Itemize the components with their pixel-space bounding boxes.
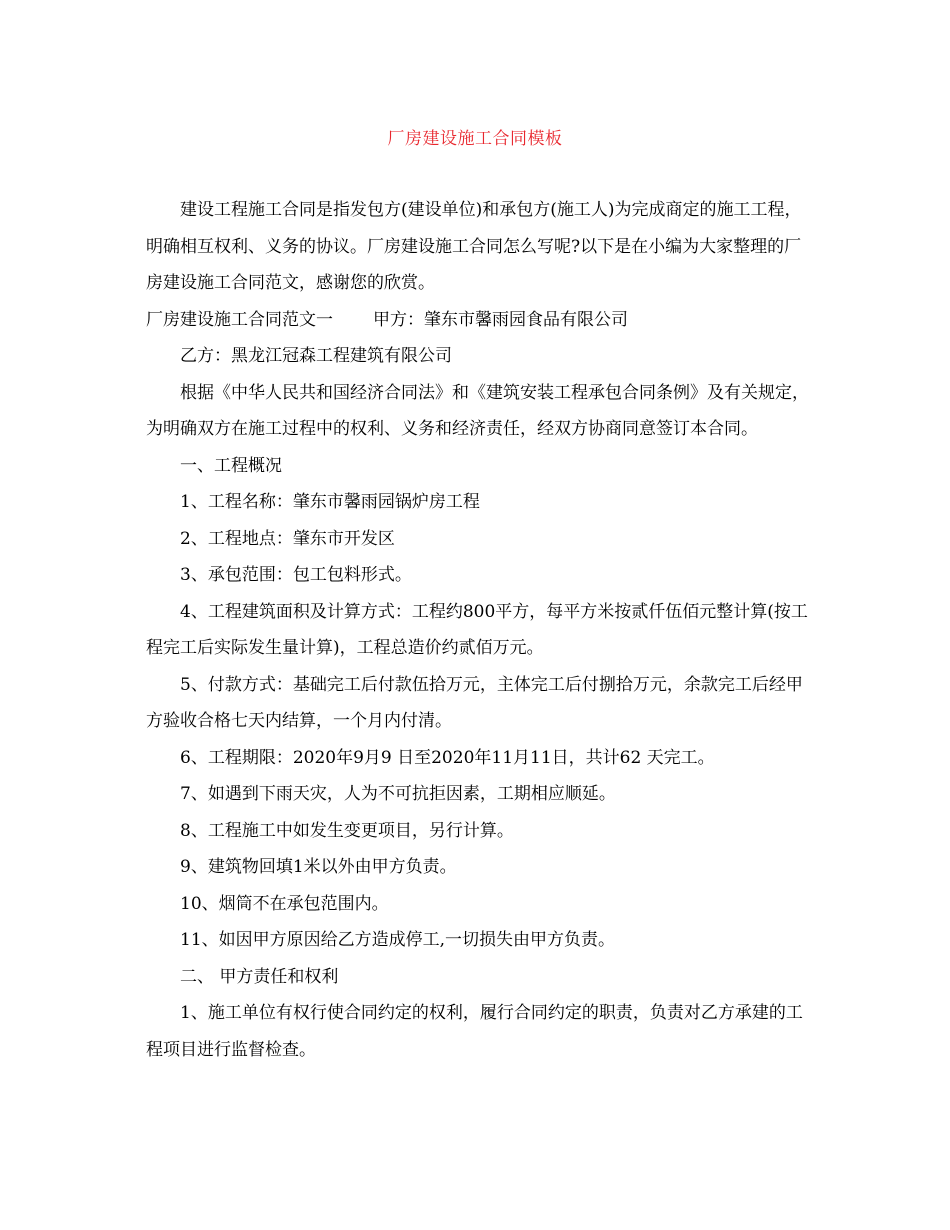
list-item: 7、如遇到下雨天灾，人为不可抗拒因素，工期相应顺延。 <box>180 784 616 804</box>
list-item: 5、付款方式：基础完工后付款伍拾万元，主体完工后付捌拾万元，余款完工后经甲方验收合格七天内结算，一个月内付清。 <box>146 674 803 731</box>
list-item: 6、工程期限：2020年9月9 日至2020年11月11日，共计62 天完工。 <box>180 747 715 768</box>
list-item: 10、烟筒不在承包范围内。 <box>180 893 389 914</box>
list-item: 3、承包范围：包工包料形式。 <box>180 565 412 585</box>
sample-heading: 厂房建设施工合同范文一 <box>146 309 333 330</box>
intro-paragraph: 建设工程施工合同是指发包方(建设单位)和承包方(施工人)为完成商定的施工工程，明确相互权利、义务的协议。厂房建设施工合同怎么写呢?以下是在小编为大家整理的厂房建设施工合同范文，感谢您的欣赏。 <box>146 200 802 293</box>
party-a: 甲方：肇东市馨雨园食品有限公司 <box>373 309 628 330</box>
document-body <box>146 192 811 1068</box>
list-item: 1、工程名称：肇东市馨雨园锅炉房工程 <box>180 492 480 512</box>
document-title: 厂房建设施工合同模板 <box>387 129 563 149</box>
party-b: 乙方：黑龙江冠森工程建筑有限公司 <box>180 346 452 366</box>
list-item: 2、工程地点：肇东市开发区 <box>180 528 395 549</box>
sample-heading-line <box>146 302 811 339</box>
list-item: 4、工程建筑面积及计算方式：工程约800平方，每平方米按贰仟伍佰元整计算(按工程完工后实际发生量计算)，工程总造价约贰佰万元。 <box>146 601 808 658</box>
list-item: 1、施工单位有权行使合同约定的权利，履行合同约定的职责，负责对乙方承建的工程项目进行监督检查。 <box>146 1003 803 1060</box>
section-heading-1: 一、工程概况 <box>180 455 282 476</box>
list-item: 9、建筑物回填1米以外由甲方负责。 <box>180 857 457 877</box>
basis-paragraph: 根据《中华人民共和国经济合同法》和《建筑安装工程承包合同条例》及有关规定，为明确双方在施工过程中的权利、义务和经济责任，经双方协商同意签订本合同。 <box>146 382 809 439</box>
list-item: 8、工程施工中如发生变更项目，另行计算。 <box>180 820 514 841</box>
section-heading-2: 二、 甲方责任和权利 <box>180 966 339 987</box>
list-item: 11、如因甲方原因给乙方造成停工,一切损失由甲方负责。 <box>180 930 616 950</box>
